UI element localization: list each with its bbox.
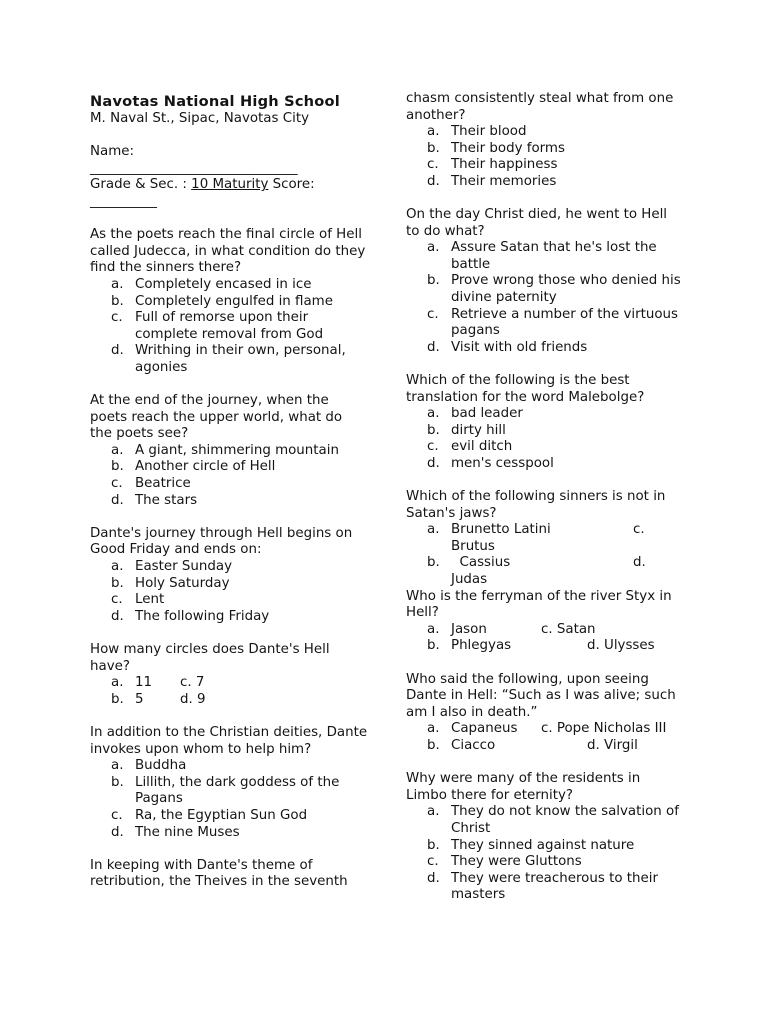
question-text: Who is the ferryman of the river Styx in Hell? (406, 588, 672, 621)
option-item: b. Completely engulfed in flame (111, 293, 333, 309)
question-text: Who said the following, upon seeing Dante in Hell: “Such as I was alive; such am I also in death.” (406, 671, 676, 720)
option-item: b. Lillith, the dark goddess of the Pagans (111, 774, 340, 807)
option-item: a. Easter Sunday (111, 559, 232, 575)
option-item: c. Their happiness (427, 157, 558, 173)
option-item: d. The stars (111, 492, 198, 508)
option-item: c. evil ditch (427, 439, 513, 455)
option-item: b. Their body forms (427, 140, 565, 156)
option-list (406, 406, 684, 472)
option-list (406, 124, 684, 190)
name-label: Name: (90, 144, 135, 160)
option-item: c. Lent (111, 592, 165, 608)
score-label: Score: (268, 177, 315, 193)
school-name: Navotas National High School (90, 93, 340, 110)
option-list (406, 804, 684, 904)
question-text: Which of the following is the best translation for the word Malebolge? (406, 372, 645, 405)
option-item: a. Their blood (427, 124, 527, 139)
option-list (90, 443, 368, 509)
question-text-continued: chasm consistently steal what from one another? (406, 91, 674, 123)
option-item: d. The nine Muses (111, 824, 240, 840)
option-item: d. Visit with old friends (427, 339, 588, 355)
option-item: a. Buddha (111, 758, 187, 774)
option-row: a. 11 c. 7 (111, 675, 205, 691)
option-item: d. Writhing in their own, personal, agonies (111, 343, 346, 375)
question-text: Which of the following sinners is not in Satan's jaws? (406, 489, 666, 521)
grade-label: Grade & Sec. : (90, 177, 192, 193)
option-item: c. Beatrice (111, 476, 191, 492)
grade-value: 10 Maturity (191, 177, 269, 193)
question-text: At the end of the journey, when the poets reach the upper world, what do the poets see? (90, 393, 343, 442)
school-address: M. Naval St., Sipac, Navotas City (90, 111, 309, 126)
option-item: d. men's cesspool (427, 455, 554, 471)
option-item: b. dirty hill (427, 422, 506, 438)
right-column (406, 0, 684, 904)
option-row: a. Brunetto Latini c. (427, 522, 645, 538)
option-row: a. Capaneus c. Pope Nicholas III (427, 721, 667, 737)
score-blank: __________ (90, 193, 157, 209)
option-row: b. Ciacco d. Virgil (427, 737, 638, 753)
option-row: Judas (451, 572, 488, 588)
question-text: As the poets reach the final circle of Hell called Judecca, in what condition do they find the sinners there? (90, 227, 366, 276)
option-list (90, 559, 368, 625)
question-text: On the day Christ died, he went to Hell to do what? (406, 206, 668, 239)
option-item: a. Completely encased in ice (111, 276, 312, 292)
option-item: c. Ra, the Egyptian Sun God (111, 807, 308, 823)
name-blank: _______________________________ (90, 160, 298, 176)
option-row: b. Cassius d. (427, 555, 646, 571)
option-item: a. bad leader (427, 406, 523, 422)
left-column (90, 0, 368, 891)
option-item: a. They do not know the salvation of Christ (427, 804, 679, 836)
option-item: a. Assure Satan that he's lost the battle (427, 240, 657, 272)
option-item: d. Their memories (427, 173, 557, 189)
option-row: b. 5 d. 9 (111, 691, 206, 707)
question-text: Why were many of the residents in Limbo there for eternity? (406, 771, 641, 803)
question-text: How many circles does Dante's Hell have? (90, 642, 330, 674)
option-item: b. They sinned against nature (427, 837, 635, 853)
option-item: b. Prove wrong those who denied his divine paternity (427, 273, 681, 305)
option-row: Brutus (451, 538, 495, 554)
option-item: a. A giant, shimmering mountain (111, 442, 339, 458)
option-item: d. They were treacherous to their masters (427, 870, 658, 903)
option-list (406, 240, 684, 356)
option-list (90, 277, 368, 377)
option-item: b. Holy Saturday (111, 575, 230, 591)
grade-line (90, 177, 368, 194)
option-item: c. Full of remorse upon their complete removal from God (111, 310, 324, 342)
option-item: b. Another circle of Hell (111, 459, 276, 475)
question-text-continued: In keeping with Dante's theme of retribution, the Theives in the seventh (90, 857, 348, 890)
question-text: In addition to the Christian deities, Dante invokes upon whom to help him? (90, 724, 368, 757)
option-row: b. Phlegyas d. Ulysses (427, 638, 655, 654)
option-item: c. They were Gluttons (427, 854, 582, 870)
option-list (90, 758, 368, 841)
question-text: Dante's journey through Hell begins on Good Friday and ends on: (90, 525, 353, 558)
option-row: a. Jason c. Satan (427, 621, 596, 637)
option-item: d. The following Friday (111, 608, 270, 624)
option-item: c. Retrieve a number of the virtuous pagans (427, 306, 678, 339)
